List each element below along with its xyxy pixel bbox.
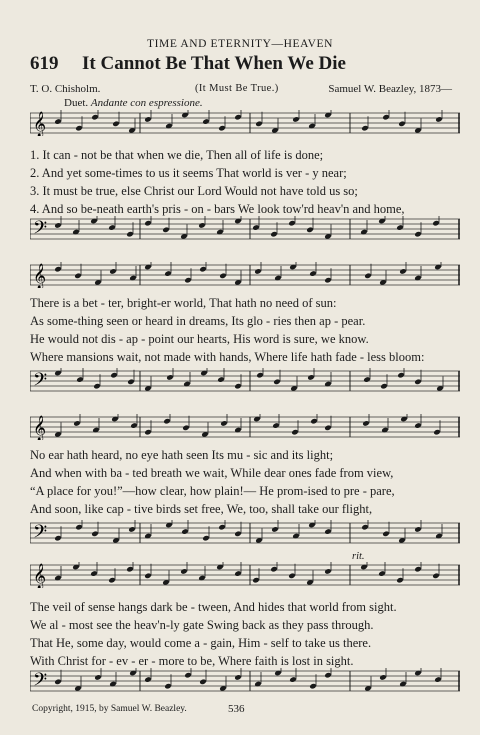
- bass-staff: [30, 216, 460, 242]
- section-heading: TIME AND ETERNITY—HEAVEN: [146, 38, 334, 50]
- tempo-label: Andante con espressione.: [90, 97, 203, 109]
- clef-icon: 𝄞: [33, 416, 47, 440]
- verse-line: Where mansions wait, not made with hands, Where life hath fade - less bloom:: [30, 350, 425, 364]
- verse-line: As some-thing seen or heard in dreams, Its glo - ries then ap - pear.: [30, 314, 366, 328]
- staff-lines: [30, 520, 460, 546]
- music-system-3: [30, 408, 460, 548]
- staff-lines: [30, 368, 460, 394]
- verse-line: No ear hath heard, no eye hath seen Its mu - sic and its light;: [30, 448, 334, 462]
- hymn-title: It Cannot Be That When We Die: [82, 53, 346, 74]
- clef-icon: 𝄞: [33, 112, 47, 136]
- verse-line: 4. And so be-neath earth's pris - on - bars We look tow'rd heav'n and home,: [30, 202, 405, 216]
- verse-line: “A place for you!”—how clear, how plain!— He prom-ised to pre - pare,: [30, 484, 395, 498]
- verse-line: There is a bet - ter, bright-er world, That hath no need of sun:: [30, 296, 337, 310]
- verse-line: 2. And yet some-times to us it seems That world is ver - y near;: [30, 166, 347, 180]
- clef-icon: 𝄞: [33, 264, 47, 288]
- verse-line: And when with ba - ted breath we wait, While dear ones fade from view,: [30, 466, 394, 480]
- verse-line: 3. It must be true, else Christ our Lord Would not have told us so;: [30, 184, 358, 198]
- verse-line: With Christ for - ev - er - more to be, Where faith is lost in sight.: [30, 654, 354, 668]
- treble-staff: [30, 562, 460, 588]
- verse-line: The veil of sense hangs dark be - tween, And hides that world from sight.: [30, 600, 397, 614]
- bass-staff: [30, 520, 460, 546]
- staff-lines: [30, 414, 460, 440]
- verse-line: 1. It can - not be that when we die, Then all of life is done;: [30, 148, 324, 162]
- clef-icon: 𝄞: [33, 564, 47, 588]
- part-label: Duet.: [64, 97, 89, 109]
- copyright-notice: Copyright, 1915, by Samuel W. Beazley.: [32, 704, 187, 714]
- staff-lines: [30, 262, 460, 288]
- music-system-1: [30, 104, 460, 242]
- verse-line: And soon, like cap - tive birds set free, We, too, shall take our flight,: [30, 502, 373, 516]
- music-system-4: [30, 556, 460, 696]
- bass-staff: [30, 368, 460, 394]
- treble-staff: [30, 110, 460, 136]
- tune-name: (It Must Be True.): [195, 83, 279, 94]
- verse-line: He would not dis - ap - point our hearts, His word is sure, we know.: [30, 332, 369, 346]
- clef-icon: 𝄢: [33, 218, 48, 242]
- ritardando-marking: rit.: [352, 551, 365, 562]
- bass-staff: [30, 668, 460, 694]
- composer-name: Samuel W. Beazley, 1873—: [328, 83, 452, 95]
- treble-staff: [30, 414, 460, 440]
- staff-lines: [30, 668, 460, 694]
- verse-line: We al - most see the heav'n-ly gate Swing back as they pass through.: [30, 618, 374, 632]
- staff-lines: [30, 110, 460, 136]
- music-system-2: [30, 256, 460, 396]
- staff-lines: [30, 562, 460, 588]
- clef-icon: 𝄢: [33, 370, 48, 394]
- verse-line: That He, some day, would come a - gain, Him - self to take us there.: [30, 636, 372, 650]
- author-name: T. O. Chisholm.: [30, 83, 101, 95]
- hymn-number: 619: [30, 53, 59, 74]
- staff-lines: [30, 216, 460, 242]
- treble-staff: [30, 262, 460, 288]
- clef-icon: 𝄢: [33, 670, 48, 694]
- page-number: 536: [228, 703, 245, 715]
- clef-icon: 𝄢: [33, 522, 48, 546]
